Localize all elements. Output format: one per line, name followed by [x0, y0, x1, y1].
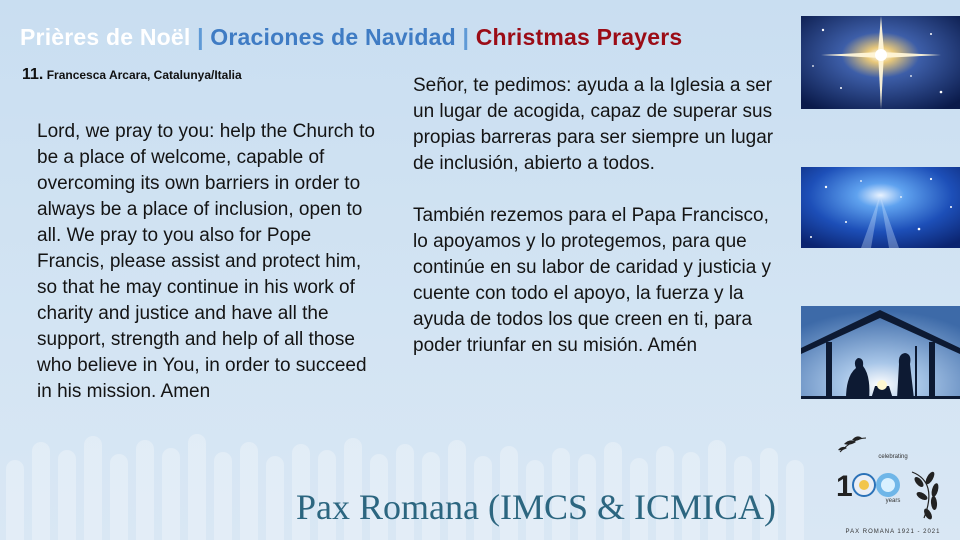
logo-caption: PAX ROMANA 1921 - 2021: [845, 529, 941, 535]
english-prayer-text: Lord, we pray to you: help the Church to be a place of welcome, capable of overcoming its own barriers in order to always be a place of inclusion, open to all. We pray to you also for Pope Francis, please assist and protect him, so that he may continue in his work of charity and justice and have all the support, strength and help of all those who believe in You, in order to succeed in his mission. Amen: [37, 121, 375, 402]
title-english: Christmas Prayers: [475, 24, 683, 50]
prayer-attribution: [22, 66, 242, 84]
spanish-paragraph-1: Señor, te pedimos: ayuda a la Iglesia a ser un lugar de acogida, capaz de superar sus propias barreras para ser siempre un lugar de inclusión, abierto a todos.: [413, 75, 774, 174]
logo-years-text: years: [885, 498, 901, 504]
svg-text:1: 1: [836, 470, 853, 503]
logo-celebrating-text: celebrating: [878, 454, 908, 460]
title-french: Prières de Noël: [20, 24, 191, 50]
blue-starlight-image: [801, 167, 960, 248]
prayer-number: 11.: [22, 66, 44, 83]
slide-title: [20, 24, 682, 51]
prayer-author: Francesca Arcara, Catalunya/Italia: [46, 68, 242, 82]
nativity-silhouette-image: [801, 306, 960, 399]
footer-organization: Pax Romana (IMCS & ICMICA): [296, 487, 776, 527]
title-separator: |: [462, 24, 470, 50]
spanish-prayer-text: [413, 73, 788, 385]
star-of-bethlehem-image: [801, 16, 960, 109]
pax-romana-centennial-logo: [826, 432, 960, 540]
spanish-paragraph-2: También rezemos para el Papa Francisco, lo apoyamos y lo protegemos, para que continúe en su labor de caridad y justicia y cuente con todo el apoyo, la fuerza y la ayuda de todos los que creen en ti, para poder triunfar en su misión. Amén: [413, 205, 772, 356]
title-separator: |: [197, 24, 204, 50]
title-spanish: Oraciones de Navidad: [210, 24, 456, 50]
